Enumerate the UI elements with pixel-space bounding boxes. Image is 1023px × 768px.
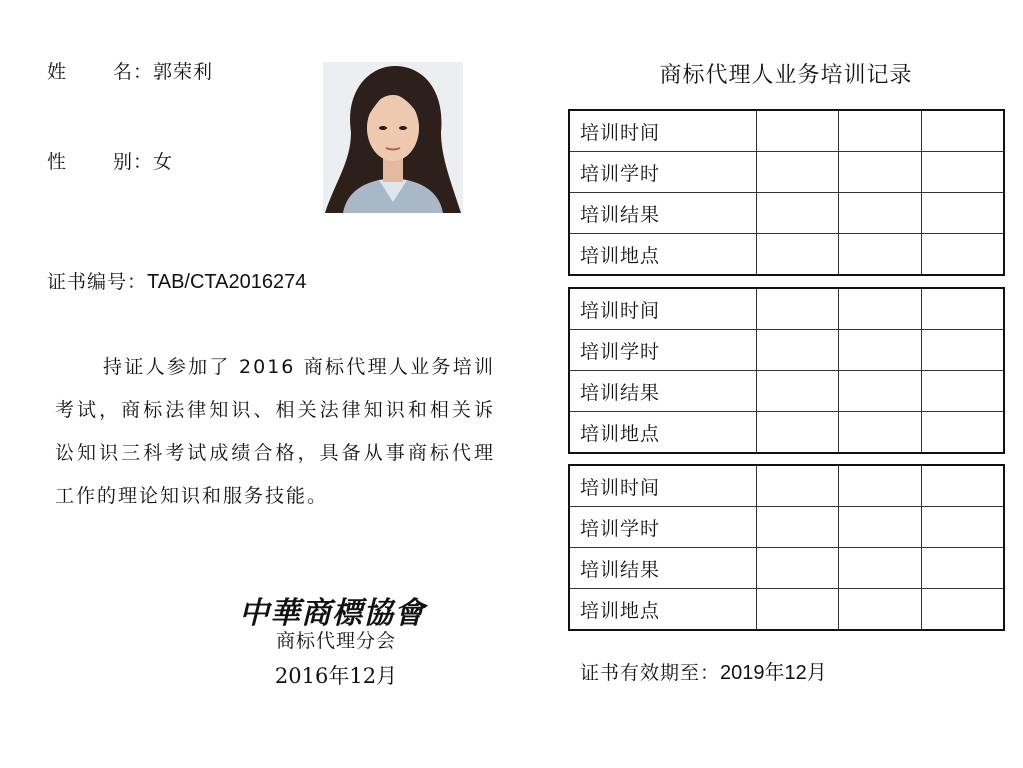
table-cell	[839, 548, 921, 589]
gender-label-1: 性	[47, 151, 68, 173]
table-cell	[921, 234, 1004, 276]
table-cell	[921, 288, 1004, 330]
portrait-image	[323, 62, 463, 213]
name-field	[47, 57, 213, 84]
validity-value: 2019年12月	[720, 662, 827, 684]
certificate-number-value: TAB/CTA2016274	[147, 271, 307, 293]
name-label-2: 名：	[113, 61, 154, 83]
table-cell	[756, 330, 838, 371]
row-label: 培训时间	[569, 288, 756, 330]
name-value: 郭荣利	[153, 61, 214, 83]
table-cell	[839, 193, 921, 234]
certificate-number	[47, 267, 306, 294]
table-cell	[839, 507, 921, 548]
row-label: 培训地点	[569, 589, 756, 631]
row-label: 培训学时	[569, 330, 756, 371]
table-cell	[921, 507, 1004, 548]
table-cell	[756, 589, 838, 631]
gender-field	[47, 147, 173, 174]
table-row	[569, 371, 1004, 412]
table-cell	[756, 507, 838, 548]
name-label-1: 姓	[47, 61, 68, 83]
table-cell	[921, 589, 1004, 631]
table-cell	[839, 465, 921, 507]
row-label: 培训地点	[569, 412, 756, 454]
row-label: 培训时间	[569, 110, 756, 152]
issue-date: 2016年12月	[274, 664, 398, 688]
row-label: 培训学时	[569, 152, 756, 193]
table-row	[569, 234, 1004, 276]
row-label: 培训结果	[569, 193, 756, 234]
table-cell	[839, 234, 921, 276]
row-label: 培训时间	[569, 465, 756, 507]
table-cell	[921, 193, 1004, 234]
table-row	[569, 412, 1004, 454]
table-cell	[921, 330, 1004, 371]
table-cell	[839, 371, 921, 412]
table-cell	[756, 193, 838, 234]
table-cell	[921, 548, 1004, 589]
table-row	[569, 548, 1004, 589]
table-cell	[756, 371, 838, 412]
table-cell	[756, 412, 838, 454]
id-photo	[323, 62, 463, 213]
issuer-logo-text: 中華商標協會	[239, 596, 425, 631]
row-label: 培训地点	[569, 234, 756, 276]
row-label: 培训学时	[569, 507, 756, 548]
certificate-number-label: 证书编号：	[47, 271, 148, 293]
training-record-table-2	[568, 287, 1005, 454]
training-record-table-3	[568, 464, 1005, 631]
row-label: 培训结果	[569, 371, 756, 412]
table-cell	[921, 465, 1004, 507]
issuer-branch: 商标代理分会	[275, 630, 396, 652]
table-cell	[756, 152, 838, 193]
table-cell	[921, 110, 1004, 152]
table-cell	[756, 110, 838, 152]
table-row	[569, 193, 1004, 234]
table-row	[569, 152, 1004, 193]
table-cell	[756, 548, 838, 589]
table-cell	[921, 412, 1004, 454]
table-cell	[921, 371, 1004, 412]
table-row	[569, 589, 1004, 631]
table-row	[569, 288, 1004, 330]
training-record-title: 商标代理人业务培训记录	[659, 63, 913, 88]
table-cell	[839, 288, 921, 330]
validity-label: 证书有效期至：	[580, 662, 721, 684]
table-cell	[839, 110, 921, 152]
table-row	[569, 330, 1004, 371]
validity-date	[580, 656, 827, 685]
table-cell	[921, 152, 1004, 193]
table-cell	[756, 465, 838, 507]
table-cell	[839, 152, 921, 193]
certificate-statement: 持证人参加了 2016 商标代理人业务培训考试，商标法律知识、相关法律知识和相关诉讼知识三科考试成绩合格，具备从事商标代理工作的理论知识和服务技能。	[55, 356, 495, 507]
row-label: 培训结果	[569, 548, 756, 589]
table-row	[569, 110, 1004, 152]
gender-label-2: 别：	[113, 151, 154, 173]
table-row	[569, 465, 1004, 507]
gender-value: 女	[153, 151, 174, 173]
table-cell	[839, 330, 921, 371]
table-row	[569, 507, 1004, 548]
table-cell	[839, 589, 921, 631]
table-cell	[839, 412, 921, 454]
table-cell	[756, 234, 838, 276]
training-record-table-1	[568, 109, 1005, 276]
table-cell	[756, 288, 838, 330]
